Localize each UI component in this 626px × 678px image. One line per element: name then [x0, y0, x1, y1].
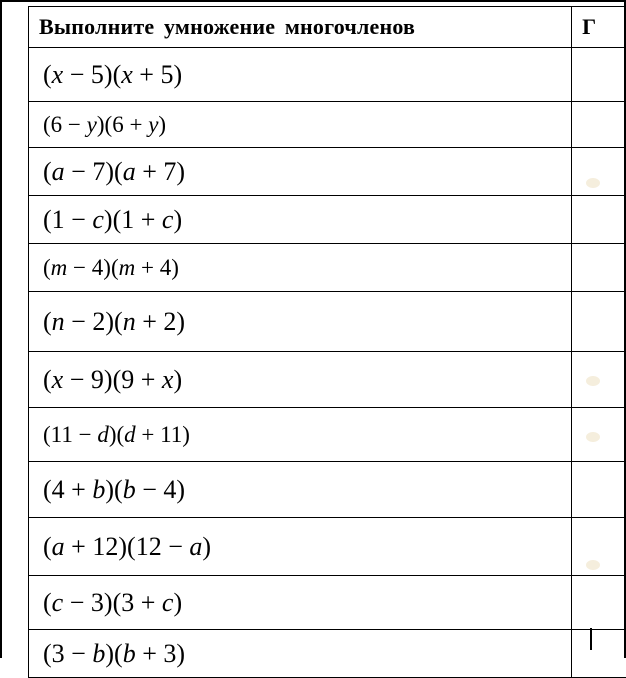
polynomial-expression: (x − 5)(x + 5) [43, 60, 182, 89]
polynomial-expression: (1 − c)(1 + c) [43, 205, 182, 234]
polynomial-expression: (n − 2)(n + 2) [43, 307, 185, 336]
answer-cell[interactable] [572, 148, 626, 196]
answer-cell[interactable] [572, 48, 626, 102]
answer-column-header: Г [572, 7, 626, 48]
faint-mark [586, 432, 600, 442]
table-row [29, 48, 626, 102]
table-row [29, 292, 626, 352]
expression-cell [29, 518, 572, 576]
answer-cell[interactable] [572, 244, 626, 292]
table-row [29, 148, 626, 196]
expression-cell [29, 102, 572, 148]
page-corner-mark [590, 628, 592, 650]
faint-mark [586, 178, 600, 188]
faint-mark [586, 376, 600, 386]
expression-cell [29, 292, 572, 352]
expression-cell [29, 352, 572, 408]
polynomial-table [28, 6, 626, 678]
answer-cell[interactable] [572, 462, 626, 518]
table-row [29, 244, 626, 292]
task-column-header: Выполните умножение многочленов [29, 7, 572, 48]
expression-cell [29, 196, 572, 244]
expression-cell [29, 462, 572, 518]
expression-cell [29, 576, 572, 630]
expression-cell [29, 408, 572, 462]
polynomial-expression: (3 − b)(b + 3) [43, 639, 185, 668]
expression-cell [29, 244, 572, 292]
polynomial-expression: (4 + b)(b − 4) [43, 475, 185, 504]
polynomial-expression: (x − 9)(9 + x) [43, 365, 182, 394]
faint-mark [586, 560, 600, 570]
polynomial-expression: (6 − y)(6 + y) [43, 112, 166, 137]
table-row [29, 462, 626, 518]
answer-cell[interactable] [572, 196, 626, 244]
table-row [29, 408, 626, 462]
polynomial-expression: (a + 12)(12 − a) [43, 532, 211, 561]
table-row [29, 576, 626, 630]
header-row [29, 7, 626, 48]
polynomial-expression: (11 − d)(d + 11) [43, 422, 190, 447]
answer-cell[interactable] [572, 292, 626, 352]
polynomial-expression: (a − 7)(a + 7) [43, 157, 185, 186]
table-row [29, 196, 626, 244]
expression-cell [29, 630, 572, 678]
answer-cell[interactable] [572, 630, 626, 678]
answer-cell[interactable] [572, 576, 626, 630]
table-row [29, 352, 626, 408]
polynomial-expression: (c − 3)(3 + c) [43, 588, 182, 617]
table-row [29, 518, 626, 576]
table-row [29, 102, 626, 148]
table-row [29, 630, 626, 678]
expression-cell [29, 48, 572, 102]
answer-cell[interactable] [572, 102, 626, 148]
polynomial-expression: (m − 4)(m + 4) [43, 255, 179, 280]
expression-cell [29, 148, 572, 196]
